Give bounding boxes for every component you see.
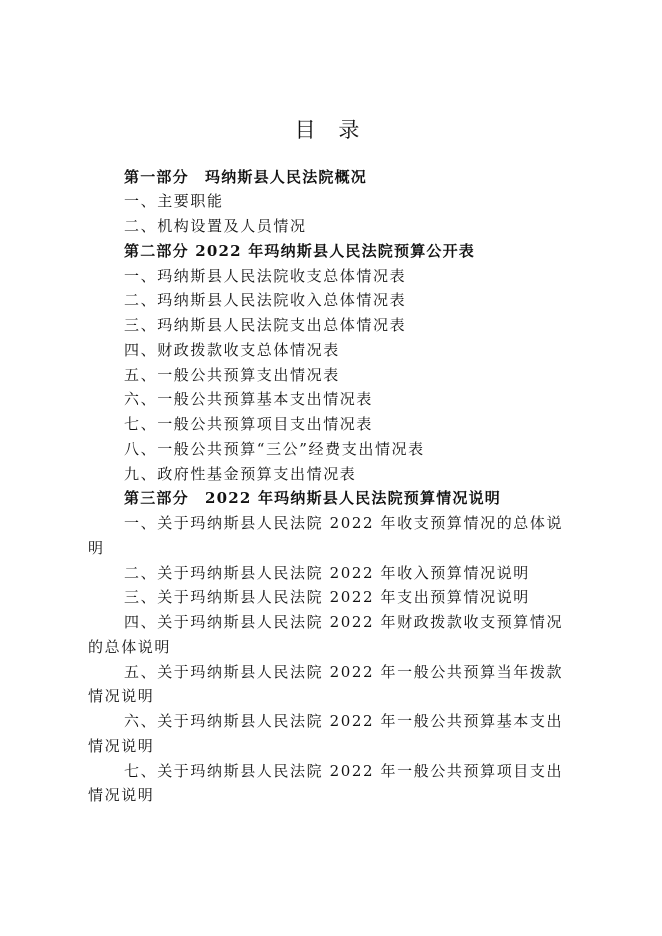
toc-item: 二、机构设置及人员情况 [124, 217, 307, 235]
toc-item: 五、一般公共预算支出情况表 [124, 366, 340, 384]
toc-item: 二、关于玛纳斯县人民法院 2022 年收入预算情况说明 [124, 564, 530, 582]
toc-part-heading: 第二部分 2022 年玛纳斯县人民法院预算公开表 [124, 242, 475, 260]
toc-item-continuation: 的总体说明 [88, 638, 172, 656]
toc-item: 六、关于玛纳斯县人民法院 2022 年一般公共预算基本支出 [124, 712, 564, 730]
toc-item: 九、政府性基金预算支出情况表 [124, 465, 357, 483]
toc-item: 四、财政拨款收支总体情况表 [124, 341, 340, 359]
toc-item: 六、一般公共预算基本支出情况表 [124, 390, 374, 408]
toc-item: 五、关于玛纳斯县人民法院 2022 年一般公共预算当年拨款 [124, 663, 564, 681]
toc-part-heading: 第三部分 2022 年玛纳斯县人民法院预算情况说明 [124, 489, 501, 507]
toc-item: 二、玛纳斯县人民法院收入总体情况表 [124, 291, 407, 309]
toc-item-continuation: 情况说明 [88, 737, 155, 755]
toc-title: 目 录 [294, 118, 368, 142]
toc-item: 七、一般公共预算项目支出情况表 [124, 415, 374, 433]
toc-part-heading: 第一部分 玛纳斯县人民法院概况 [124, 168, 368, 186]
toc-item: 一、关于玛纳斯县人民法院 2022 年收支预算情况的总体说 [124, 514, 564, 532]
toc-item-continuation: 情况说明 [88, 786, 155, 804]
toc-item-continuation: 明 [88, 539, 105, 557]
toc-item: 三、玛纳斯县人民法院支出总体情况表 [124, 316, 407, 334]
toc-item: 三、关于玛纳斯县人民法院 2022 年支出预算情况说明 [124, 588, 530, 606]
toc-item: 七、关于玛纳斯县人民法院 2022 年一般公共预算项目支出 [124, 762, 564, 780]
toc-item: 八、一般公共预算“三公”经费支出情况表 [124, 440, 425, 458]
toc-item: 一、主要职能 [124, 192, 224, 210]
toc-item: 一、玛纳斯县人民法院收支总体情况表 [124, 267, 407, 285]
toc-item-continuation: 情况说明 [88, 687, 155, 705]
toc-item: 四、关于玛纳斯县人民法院 2022 年财政拨款收支预算情况 [124, 613, 564, 631]
